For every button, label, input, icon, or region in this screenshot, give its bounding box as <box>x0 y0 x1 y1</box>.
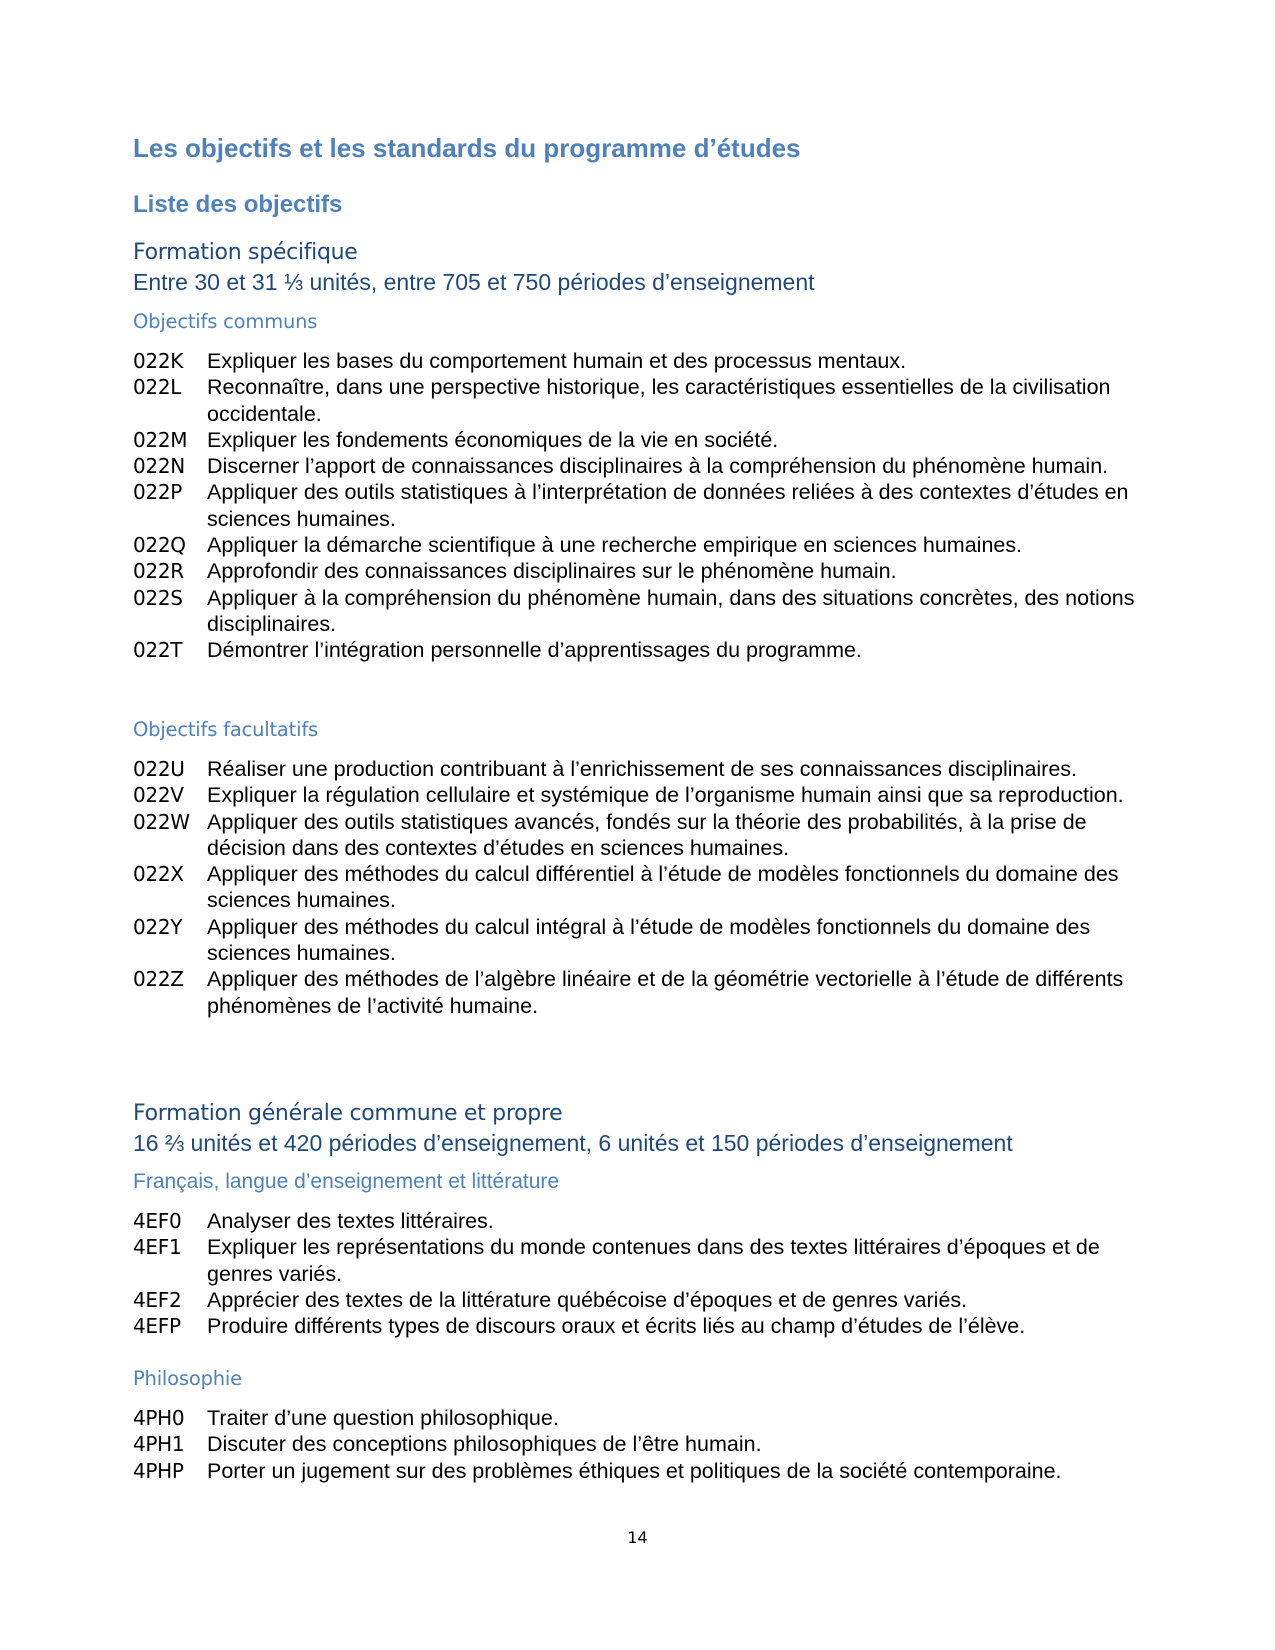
objective-item <box>133 348 1143 374</box>
objective-item <box>133 809 1143 862</box>
objective-item <box>133 861 1143 914</box>
objective-description: Expliquer les bases du comportement humain et des processus mentaux. <box>207 349 907 373</box>
objective-item <box>133 637 1143 663</box>
group-title-francais: Français, langue d’enseignement et littérature <box>133 1170 560 1193</box>
objective-code: 022P <box>133 480 183 505</box>
section-heading-units: Entre 30 et 31 ⅓ unités, entre 705 et 750 périodes d’enseignement <box>133 268 815 295</box>
objective-code: 4EF2 <box>133 1287 182 1312</box>
objective-item <box>133 453 1143 479</box>
objective-code: 022W <box>133 809 190 834</box>
objective-item <box>133 966 1143 1019</box>
objective-code: 022R <box>133 559 184 584</box>
objective-code: 4EF0 <box>133 1209 182 1233</box>
objective-description: Réaliser une production contribuant à l’enrichissement de ses connaissances disciplinaires. <box>207 757 1078 781</box>
section-heading-formation-generale <box>133 1100 1013 1157</box>
objective-description: Appliquer des outils statistiques avancés, fondés sur la théorie des probabilités, à la prise de décision dans des contextes d’études en sciences humaines. <box>207 809 1087 860</box>
objective-code: 4PHP <box>133 1458 184 1483</box>
objective-code: 022N <box>133 454 185 479</box>
page-title: Les objectifs et les standards du programme d’études <box>133 133 801 163</box>
objective-code: 4PH0 <box>133 1406 185 1430</box>
objective-item <box>133 427 1143 453</box>
objective-item <box>133 1287 1143 1313</box>
objective-code: 022U <box>133 757 185 781</box>
objective-description: Reconnaître, dans une perspective historique, les caractéristiques essentielles de la civilisation occidentale. <box>207 375 1111 426</box>
objective-description: Discerner l’apport de connaissances disciplinaires à la compréhension du phénomène humain. <box>207 454 1109 479</box>
objective-code: 022T <box>133 638 183 663</box>
section-heading-formation-specifique <box>133 239 815 296</box>
objective-list <box>133 1208 1143 1339</box>
objective-code: 022M <box>133 427 188 452</box>
objective-code: 022S <box>133 585 183 610</box>
objective-description: Produire différents types de discours oraux et écrits liés au champ d’études de l’élève. <box>207 1314 1026 1339</box>
group-title-objectifs-facultatifs: Objectifs facultatifs <box>133 718 318 741</box>
objective-item <box>133 1208 1143 1234</box>
objective-code: 022Y <box>133 914 183 939</box>
objective-description: Appliquer la démarche scientifique à une recherche empirique en sciences humaines. <box>207 533 1023 558</box>
objective-description: Porter un jugement sur des problèmes éthiques et politiques de la société contemporaine. <box>207 1458 1062 1483</box>
objective-code: 022Q <box>133 533 186 558</box>
objective-description: Apprécier des textes de la littérature québécoise d’époques et de genres variés. <box>207 1287 968 1312</box>
objective-description: Expliquer la régulation cellulaire et systémique de l’organisme humain ainsi que sa reproduction. <box>207 783 1124 808</box>
objective-code: 022L <box>133 375 182 400</box>
objective-code: 4EFP <box>133 1314 181 1339</box>
objective-description: Appliquer des méthodes du calcul intégral à l’étude de modèles fonctionnels du domaine des sciences humaines. <box>207 914 1091 966</box>
objective-description: Appliquer à la compréhension du phénomène humain, dans des situations concrètes, des notions disciplinaires. <box>207 585 1135 636</box>
objective-item <box>133 914 1143 967</box>
objective-description: Appliquer des outils statistiques à l’interprétation de données reliées à des contextes d’études en sciences humaines. <box>207 480 1129 531</box>
objective-item <box>133 1234 1143 1287</box>
page-subtitle: Liste des objectifs <box>133 191 343 218</box>
objective-description: Approfondir des connaissances disciplinaires sur le phénomène humain. <box>207 559 897 584</box>
objective-description: Démontrer l’intégration personnelle d’apprentissages du programme. <box>207 638 862 663</box>
objective-description: Discuter des conceptions philosophiques de l’être humain. <box>207 1432 762 1457</box>
objective-item <box>133 1405 1143 1431</box>
objective-item <box>133 479 1143 532</box>
objective-item <box>133 756 1143 782</box>
objective-description: Expliquer les fondements économiques de la vie en société. <box>207 427 779 452</box>
objective-item <box>133 1313 1143 1339</box>
objective-code: 4PH1 <box>133 1432 185 1457</box>
objective-description: Analyser des textes littéraires. <box>207 1209 494 1233</box>
objective-item <box>133 1458 1143 1484</box>
objective-description: Appliquer des méthodes de l’algèbre linéaire et de la géométrie vectorielle à l’étude de différents phénomènes de l’activité humaine. <box>207 967 1124 1018</box>
objective-item <box>133 532 1143 558</box>
objective-item <box>133 374 1143 427</box>
objective-code: 022Z <box>133 967 184 992</box>
section-heading-units: 16 ⅔ unités et 420 périodes d’enseignement, 6 unités et 150 périodes d’enseignement <box>133 1129 1013 1156</box>
objective-list <box>133 348 1143 664</box>
objective-code: 022V <box>133 783 184 808</box>
objective-description: Appliquer des méthodes du calcul différentiel à l’étude de modèles fonctionnels du domaine des sciences humaines. <box>207 862 1119 913</box>
objective-item <box>133 782 1143 808</box>
objective-code: 022K <box>133 349 184 373</box>
objective-code: 022X <box>133 862 184 887</box>
group-title-philosophie: Philosophie <box>133 1367 242 1390</box>
objective-item <box>133 558 1143 584</box>
objective-code: 4EF1 <box>133 1235 182 1260</box>
section-heading-title: Formation générale commune et propre <box>133 1101 563 1126</box>
objective-item <box>133 1431 1143 1457</box>
objective-list <box>133 1405 1143 1484</box>
section-heading-title: Formation spécifique <box>133 240 358 265</box>
objective-item <box>133 585 1143 638</box>
objective-list <box>133 756 1143 1019</box>
page-number: 14 <box>627 1528 648 1547</box>
objective-description: Expliquer les représentations du monde contenues dans des textes littéraires d’époques et de genres variés. <box>207 1235 1100 1286</box>
objective-description: Traiter d’une question philosophique. <box>207 1406 559 1430</box>
group-title-objectifs-communs: Objectifs communs <box>133 310 318 333</box>
